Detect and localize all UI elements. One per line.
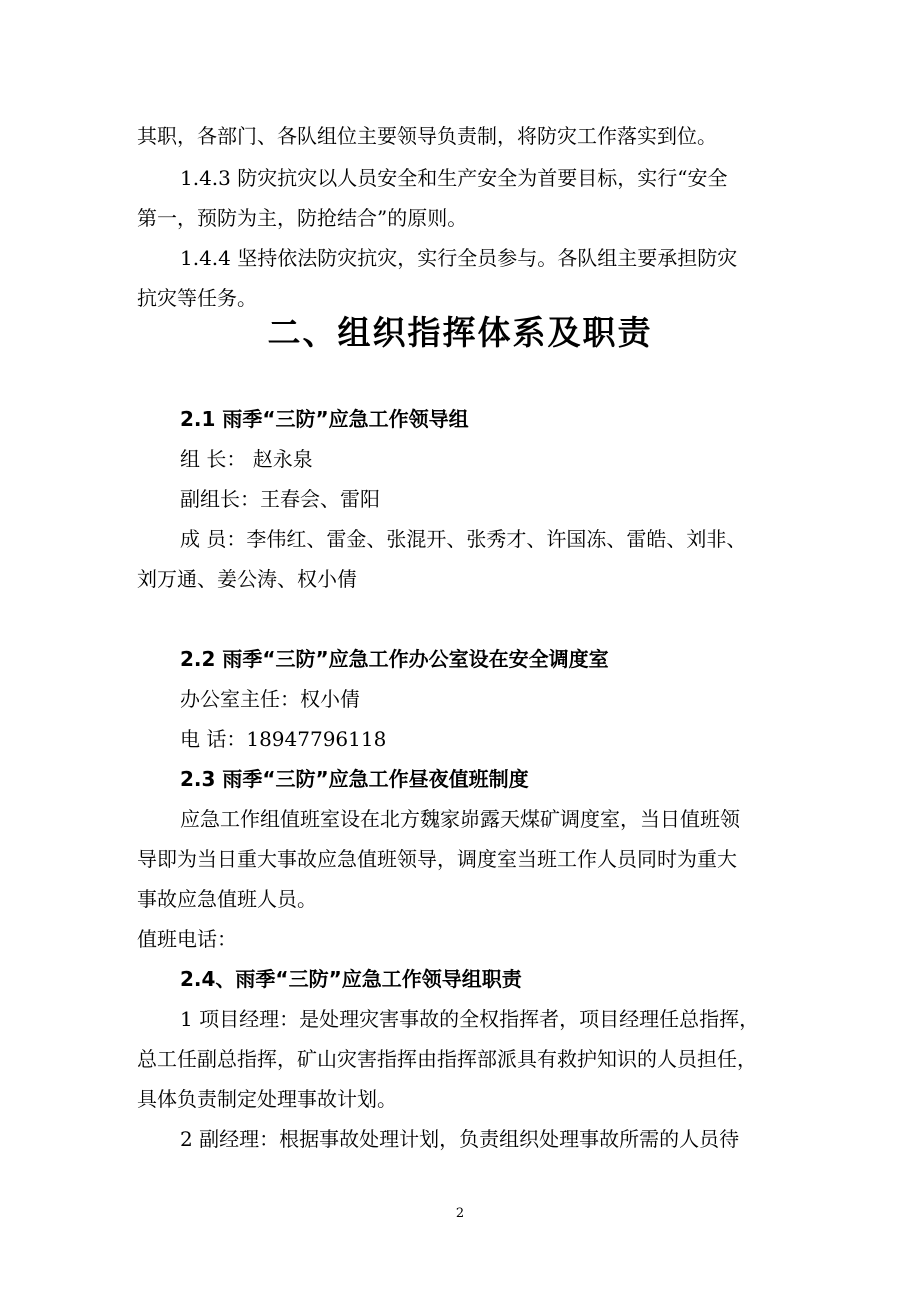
clause-1-4-4-line1: 1.4.4 坚持依法防灾抗灾，实行全员参与。各队组主要承担防灾 xyxy=(180,246,738,270)
group-leader: 组 长： 赵永泉 xyxy=(180,447,313,471)
section-title: 二、组织指挥体系及职责 xyxy=(267,313,653,352)
section-2-4-heading: 2.4、雨季“三防”应急工作领导组职责 xyxy=(180,967,522,991)
clause-1-4-3-line2: 第一，预防为主，防抢结合”的原则。 xyxy=(137,206,468,230)
office-phone: 电 话：18947796118 xyxy=(180,727,387,751)
duty-item-2-line1: 2 副经理：根据事故处理计划，负责组织处理事故所需的人员待 xyxy=(180,1127,740,1151)
duty-item-1-line3: 具体负责制定处理事故计划。 xyxy=(137,1087,397,1111)
duty-body-line3: 事故应急值班人员。 xyxy=(137,887,317,911)
group-deputy: 副组长：王春会、雷阳 xyxy=(180,487,380,511)
section-2-3-heading: 2.3 雨季“三防”应急工作昼夜值班制度 xyxy=(180,767,529,791)
duty-phone-label: 值班电话： xyxy=(137,927,237,951)
clause-1-4-3-line1: 1.4.3 防灾抗灾以人员安全和生产安全为首要目标，实行“安全 xyxy=(180,166,728,190)
duty-body-line1: 应急工作组值班室设在北方魏家峁露天煤矿调度室，当日值班领 xyxy=(180,807,740,831)
duty-item-1-line2: 总工任副总指挥，矿山灾害指挥由指挥部派具有救护知识的人员担任， xyxy=(137,1047,757,1071)
group-members-line2: 刘万通、姜公涛、权小倩 xyxy=(137,567,357,591)
section-2-2-heading: 2.2 雨季“三防”应急工作办公室设在安全调度室 xyxy=(180,647,609,671)
clause-1-4-4-line2: 抗灾等任务。 xyxy=(137,286,257,310)
page-number: 2 xyxy=(455,1206,465,1221)
paragraph-continuation: 其职，各部门、各队组位主要领导负责制，将防灾工作落实到位。 xyxy=(137,124,717,148)
office-director: 办公室主任：权小倩 xyxy=(180,687,360,711)
group-members-line1: 成 员：李伟红、雷金、张混开、张秀才、许国冻、雷皓、刘非、 xyxy=(180,527,747,551)
duty-body-line2: 导即为当日重大事故应急值班领导，调度室当班工作人员同时为重大 xyxy=(137,847,737,871)
section-2-1-heading: 2.1 雨季“三防”应急工作领导组 xyxy=(180,407,469,431)
duty-item-1-line1: 1 项目经理：是处理灾害事故的全权指挥者，项目经理任总指挥， xyxy=(180,1007,760,1031)
